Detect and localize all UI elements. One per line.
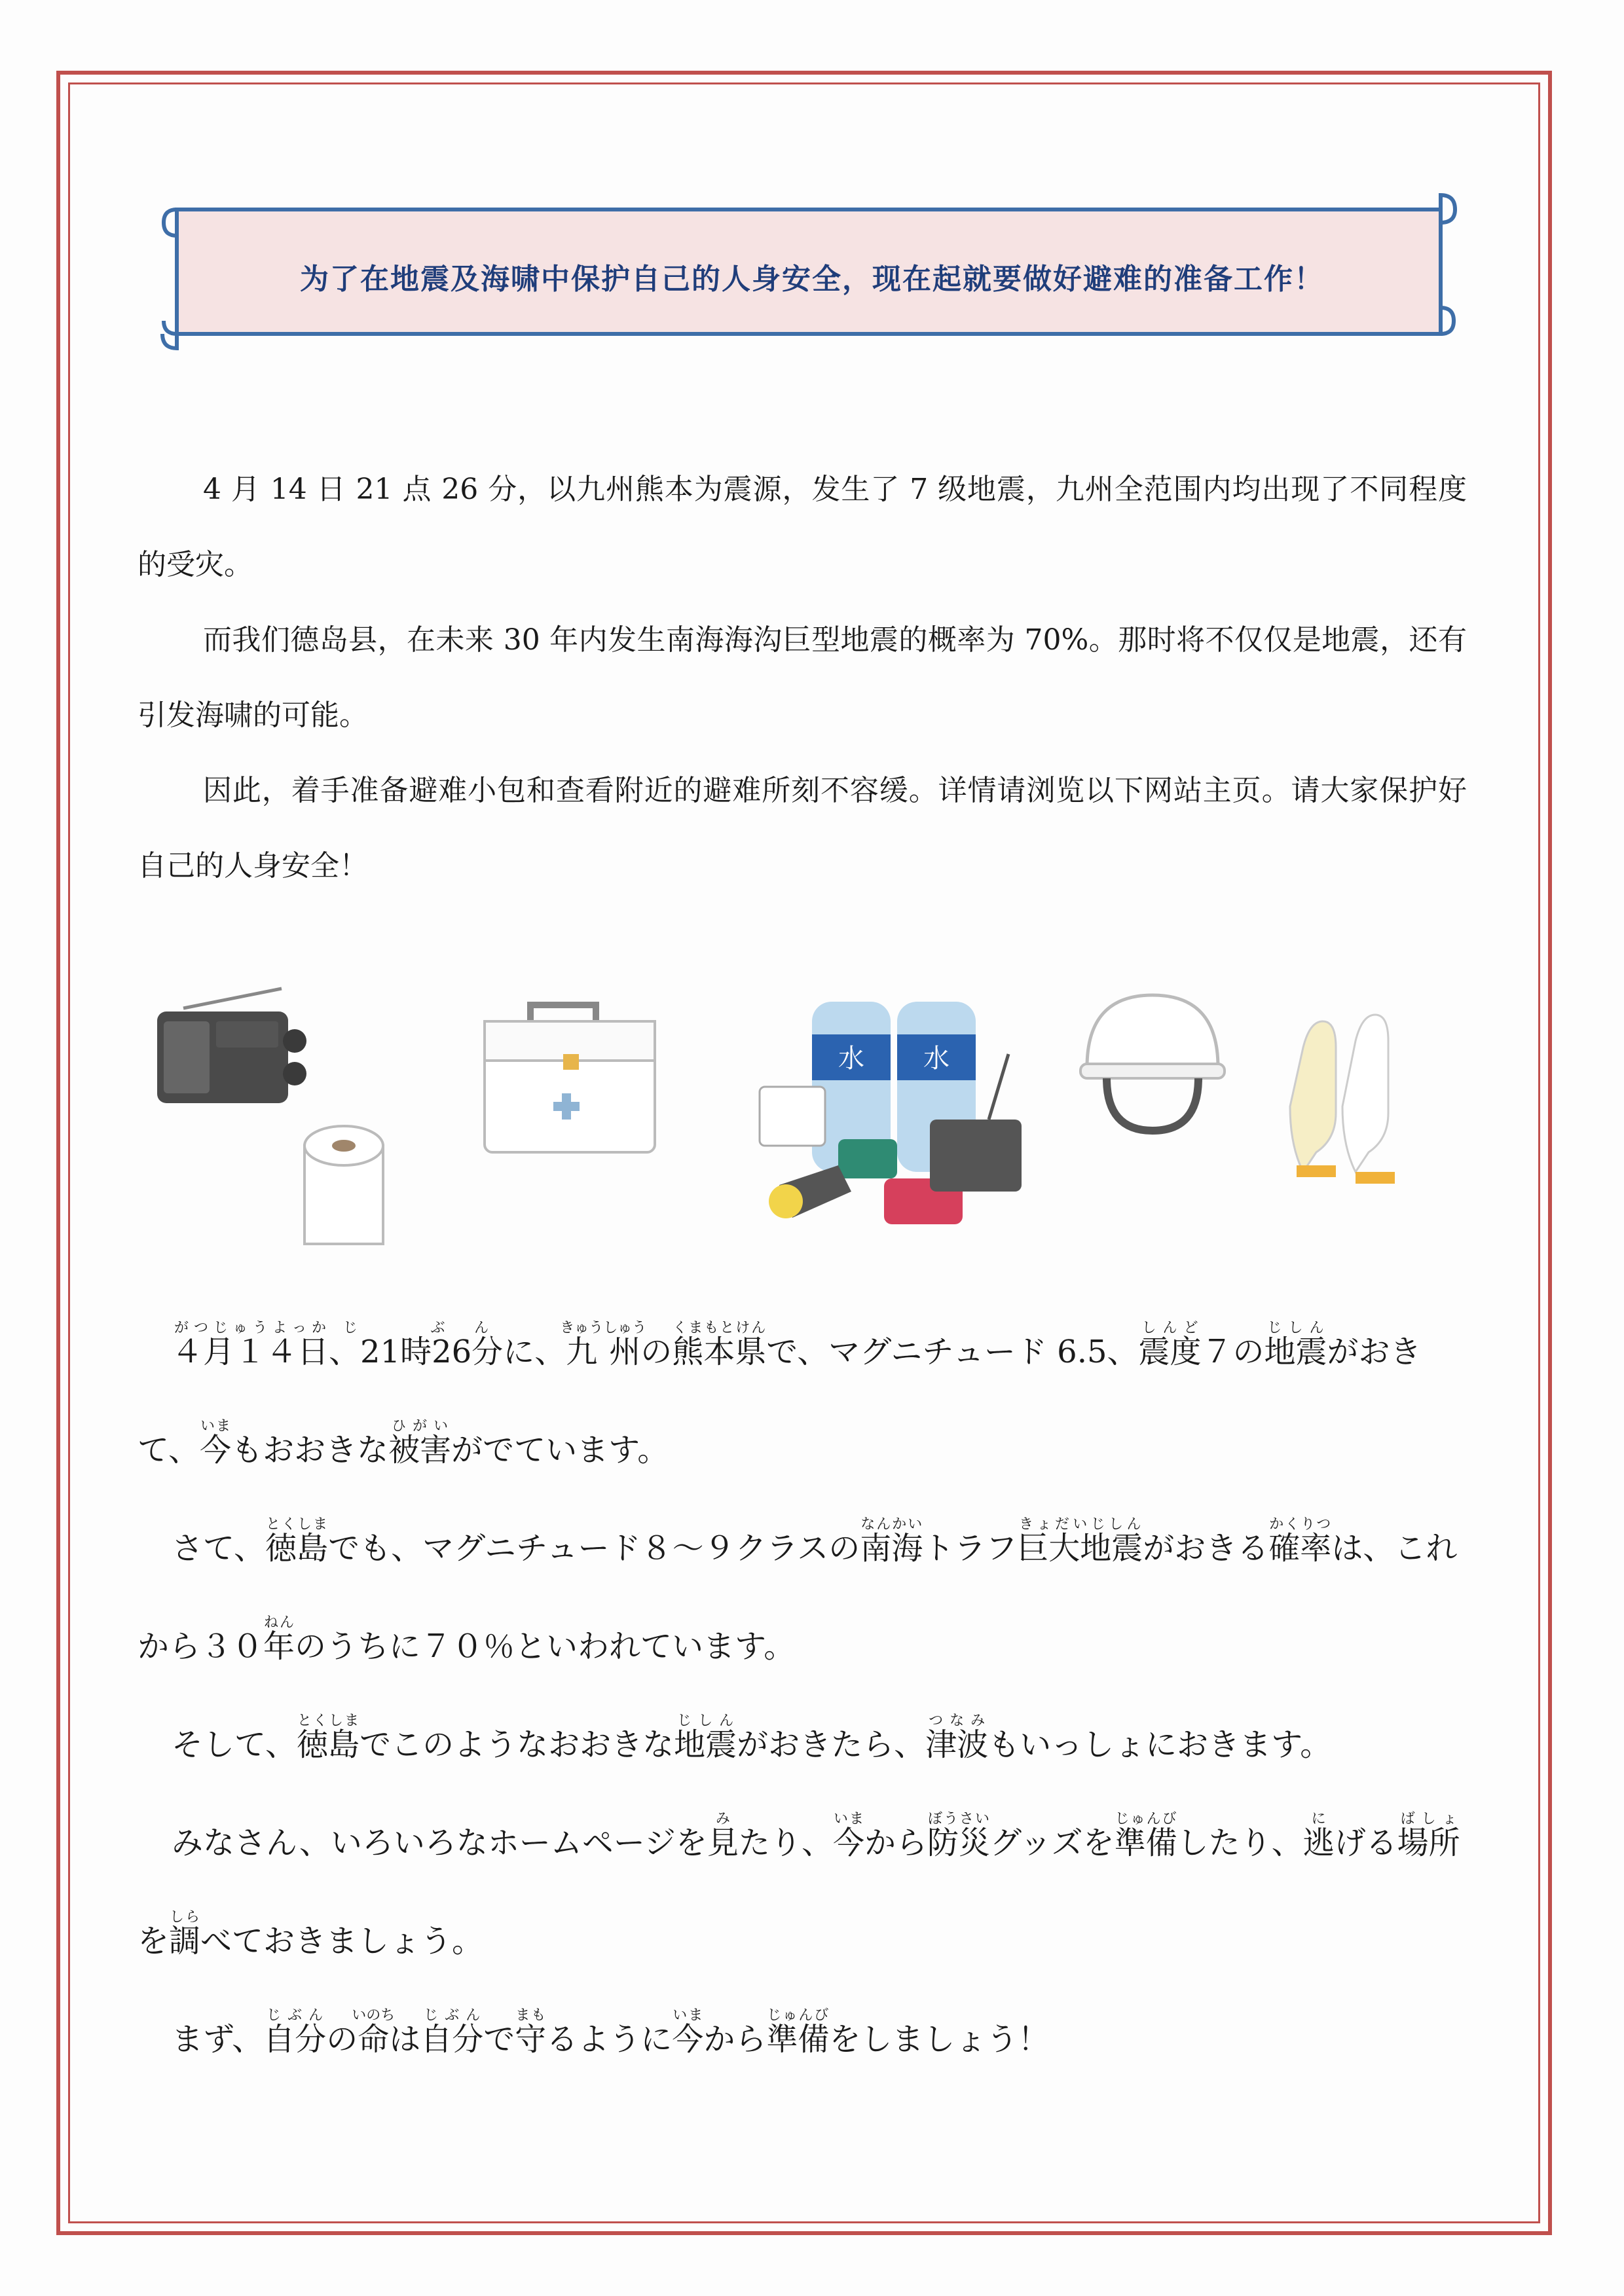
chinese-paragraph-2: 而我们德岛县，在未来 30 年内发生南海海沟巨型地震的概率为 70%。那时将不仅仅是地震，还有引发海啸的可能。	[138, 623, 1467, 732]
scroll-banner	[157, 177, 1467, 367]
chinese-section	[138, 452, 1467, 903]
chinese-paragraph-1: 4 月 14 日 21 点 26 分，以九州熊本为震源，发生了 7 级地震，九州全范围内均出现了不同程度的受灾。	[138, 473, 1467, 581]
toilet-paper-icon	[304, 1126, 383, 1244]
japanese-paragraph-3: そして、徳島とくしまでこのようなおおきな地震じしんがおきたら、津波つなみもいっしょにおきます。	[172, 1713, 1332, 1763]
banner-title: 为了在地震及海啸中保护自己的人身安全，现在起就要做好避难的准备工作！	[300, 263, 1324, 296]
japanese-paragraph-2: さて、徳島とくしまでも、マグニチュード８～９クラスの南海なんかいトラフ巨大地震きょだいじしんがおきる確率かくりつは、これから３０年ねんのうちに７０％といわれています。	[138, 1516, 1458, 1665]
svg-text:水: 水	[923, 1044, 950, 1074]
chinese-paragraph-3: 因此，着手准备避难小包和查看附近的避难所刻不容缓。详情请浏览以下网站主页。请大家保护好自己的人身安全！	[138, 774, 1467, 883]
japanese-paragraph-5: まず、自分じぶんの命いのちは自分じぶんで守まもるように今いまから準備じゅんびをしましょう！	[172, 2007, 1050, 2058]
first-aid-box-icon	[485, 1005, 655, 1152]
svg-text:水: 水	[838, 1044, 864, 1074]
gloves-icon	[1290, 1015, 1395, 1184]
illustration-row	[144, 969, 1467, 1257]
japanese-section	[138, 1303, 1473, 2088]
japanese-paragraph-4: みなさん、いろいろなホームページを見みたり、今いまから防災ぼうさいグッズを準備じゅんびしたり、逃にげる場所ばしょを調しらべておきましょう。	[138, 1811, 1460, 1959]
water-bottles-kit-icon	[760, 1002, 1022, 1224]
radio-icon	[157, 989, 306, 1103]
helmet-icon	[1080, 995, 1225, 1131]
japanese-paragraph-1: ４月１４日がつじゅうよっか、21時26分じ ぶんに、九州きゅうしゅうの熊本県くまもとけんで、マグニチュード 6.5、震度しんど７の地震じしんがおきて、今いまもおおきな被害ひがいがでています。	[138, 1320, 1422, 1468]
